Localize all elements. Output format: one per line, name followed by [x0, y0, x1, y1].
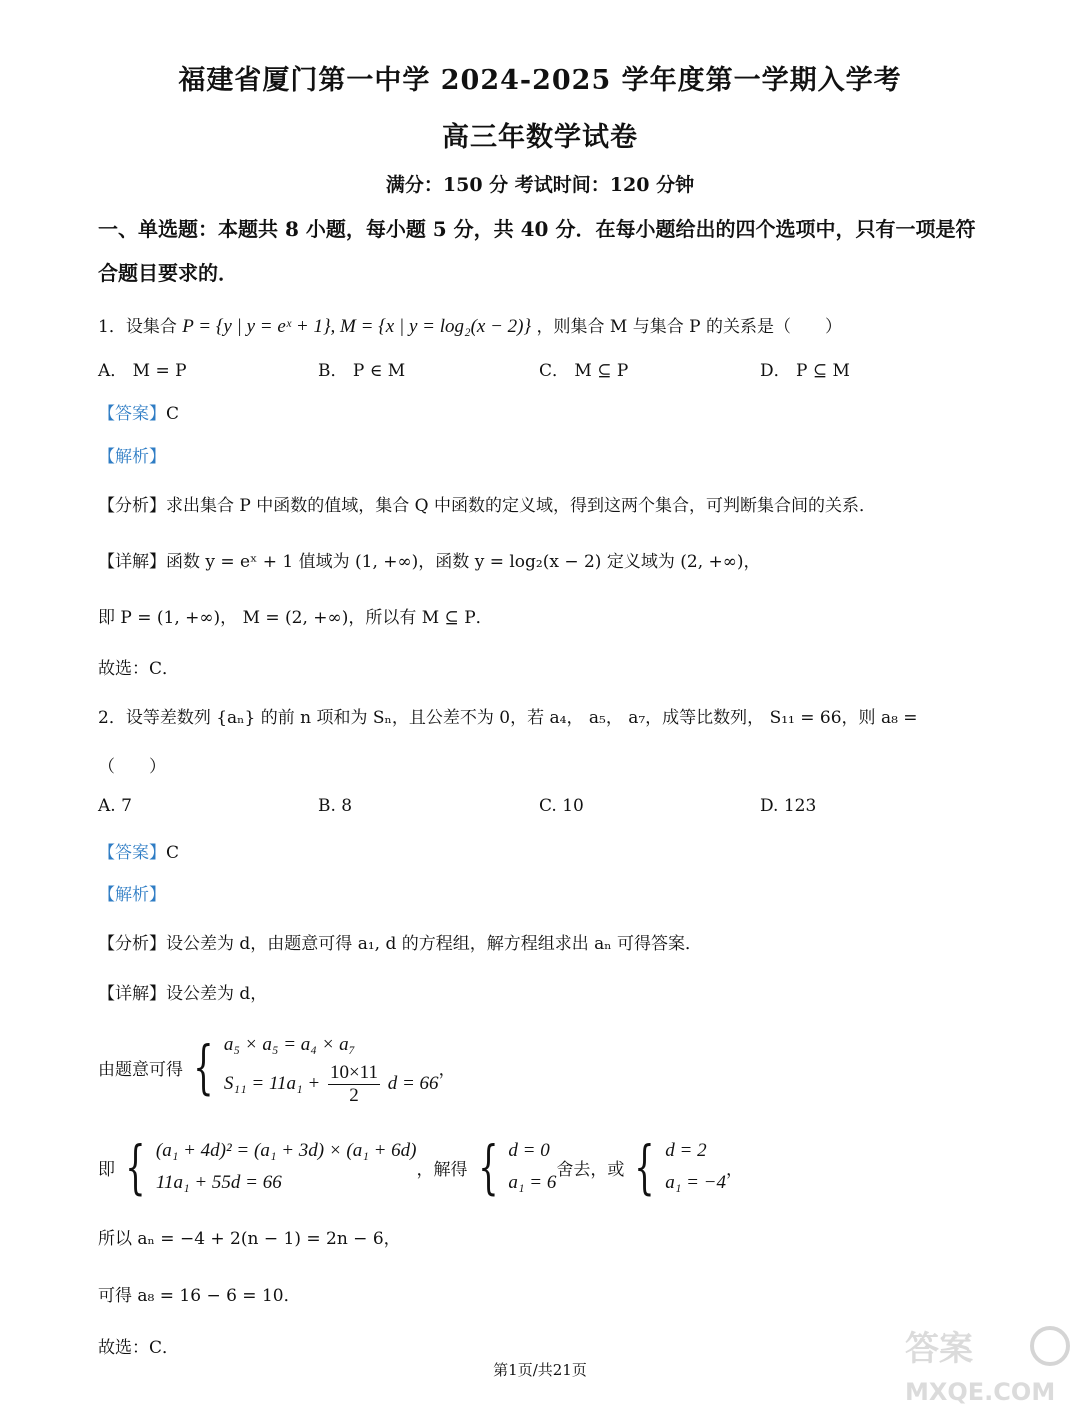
sol1-rows [508, 1135, 556, 1199]
q2-choose: 故选：C． [98, 1338, 180, 1358]
q2-a8-result: 可得 a₈ = 16 − 6 = 10． [98, 1286, 301, 1306]
question-2: 2．设等差数列 {aₙ} 的前 n 项和为 Sₙ，且公差不为 0，若 a₄， a₅， a₇，成等比数列， S₁₁ = 66，则 a₈ = [98, 708, 918, 728]
system-lead: 由题意可得 [98, 1059, 183, 1080]
sol2-rows [665, 1135, 726, 1199]
fraction [328, 1062, 380, 1107]
q2-analysis-tag: 【解析】 [98, 885, 166, 905]
q2-equation-system [98, 1022, 456, 1112]
watermark-logo [900, 1318, 1070, 1408]
ji-row-2: 11a₁ + 55d = 66 [155, 1172, 282, 1193]
ji-rows [156, 1135, 417, 1199]
q1-detail: 【详解】函数 y = eˣ + 1 值域为 (1, +∞)，函数 y = log₂(x − 2) 定义域为 (2, +∞)， [98, 552, 761, 572]
brace-glyph: { [193, 1033, 214, 1101]
q1-option-c: C． M ⊆ P [539, 361, 629, 381]
ji-label: 即 [98, 1159, 115, 1180]
q1-fenxi: 【分析】求出集合 P 中函数的值域，集合 Q 中函数的定义域，得到这两个集合，可判断集合间的关系． [98, 496, 876, 516]
answer-value: C [166, 404, 180, 424]
sol1-row-2: a₁ = 6 [508, 1172, 557, 1193]
q2-answer [98, 838, 179, 863]
system-row-2-left: S₁₁ = 11a₁ + [223, 1072, 321, 1094]
q1-option-a: A． M = P [98, 361, 187, 381]
exam-title: 福建省厦门第一中学 2024-2025 学年度第一学期入学考 [178, 65, 902, 96]
brace-glyph: { [634, 1133, 655, 1201]
system-row-2-right: d = 66 [387, 1072, 439, 1094]
q2-an-formula: 所以 aₙ = −4 + 2(n − 1) = 2n − 6， [98, 1229, 401, 1249]
q2-option-a: A. 7 [98, 796, 132, 816]
q2-solution-systems [98, 1134, 743, 1200]
q1-sets: P = {y | y = eˣ + 1}, M = {x | y = log₂(x − 2)} [182, 316, 532, 337]
shequ-label: 舍去，或 [556, 1159, 625, 1180]
q1-detail-2: 即 P = (1, +∞)， M = (2, +∞)，所以有 M ⊆ P． [98, 608, 493, 628]
q1-choose: 故选：C． [98, 659, 180, 679]
q2-option-b: B. 8 [318, 796, 353, 816]
exam-info: 满分：150 分 考试时间：120 分钟 [385, 174, 695, 196]
q2-fenxi: 【分析】设公差为 d，由题意可得 a₁, d 的方程组，解方程组求出 aₙ 可得答案． [98, 934, 703, 954]
system-row-2 [224, 1062, 439, 1107]
answer-tag: 【答案】 [98, 404, 166, 424]
jiede-label: ，解得 [416, 1159, 468, 1180]
question-1 [98, 312, 842, 338]
q1-tail: ，则集合 M 与集合 P 的关系是（ ） [536, 317, 842, 337]
q1-option-d: D． P ⊆ M [760, 361, 850, 381]
answer-tag: 【答案】 [98, 843, 166, 863]
q1-answer [98, 399, 179, 424]
page-number: 第1页/共21页 [493, 1361, 587, 1379]
svg-text:MXQE.COM: MXQE.COM [905, 1378, 1056, 1406]
q2-option-c: C. 10 [539, 796, 584, 816]
sol-end: ， [726, 1159, 743, 1180]
section-heading: 一、单选题：本题共 8 小题，每小题 5 分，共 40 分．在每小题给出的四个选项中，只有一项是符合题目要求的． [98, 217, 976, 285]
ji-row-1: (a₁ + 4d)² = (a₁ + 3d) × (a₁ + 6d) [155, 1140, 417, 1161]
q2-detail: 【详解】设公差为 d， [98, 984, 268, 1004]
system-row-1: a₅ × a₅ = a₄ × a₇ [223, 1033, 356, 1055]
q2-paren: （ ） [98, 757, 166, 777]
sol2-row-1: d = 2 [665, 1140, 707, 1161]
sol1-row-1: d = 0 [508, 1140, 550, 1161]
q1-option-b: B． P ∈ M [318, 361, 406, 381]
q2-option-d: D. 123 [760, 796, 817, 816]
system-end: ， [438, 1059, 456, 1080]
sol2-row-2: a₁ = −4 [665, 1172, 726, 1193]
exam-subject-title: 高三年数学试卷 [442, 122, 638, 153]
system-rows [224, 1028, 439, 1107]
q1-lead: 1．设集合 [98, 317, 177, 337]
answer-value: C [166, 843, 180, 863]
svg-text:答案: 答案 [905, 1329, 973, 1369]
fraction-numerator: 10×11 [329, 1061, 378, 1083]
brace-glyph: { [477, 1133, 499, 1201]
fraction-denominator: 2 [349, 1084, 359, 1106]
brace-glyph: { [125, 1133, 146, 1201]
q1-analysis-tag: 【解析】 [98, 447, 166, 467]
